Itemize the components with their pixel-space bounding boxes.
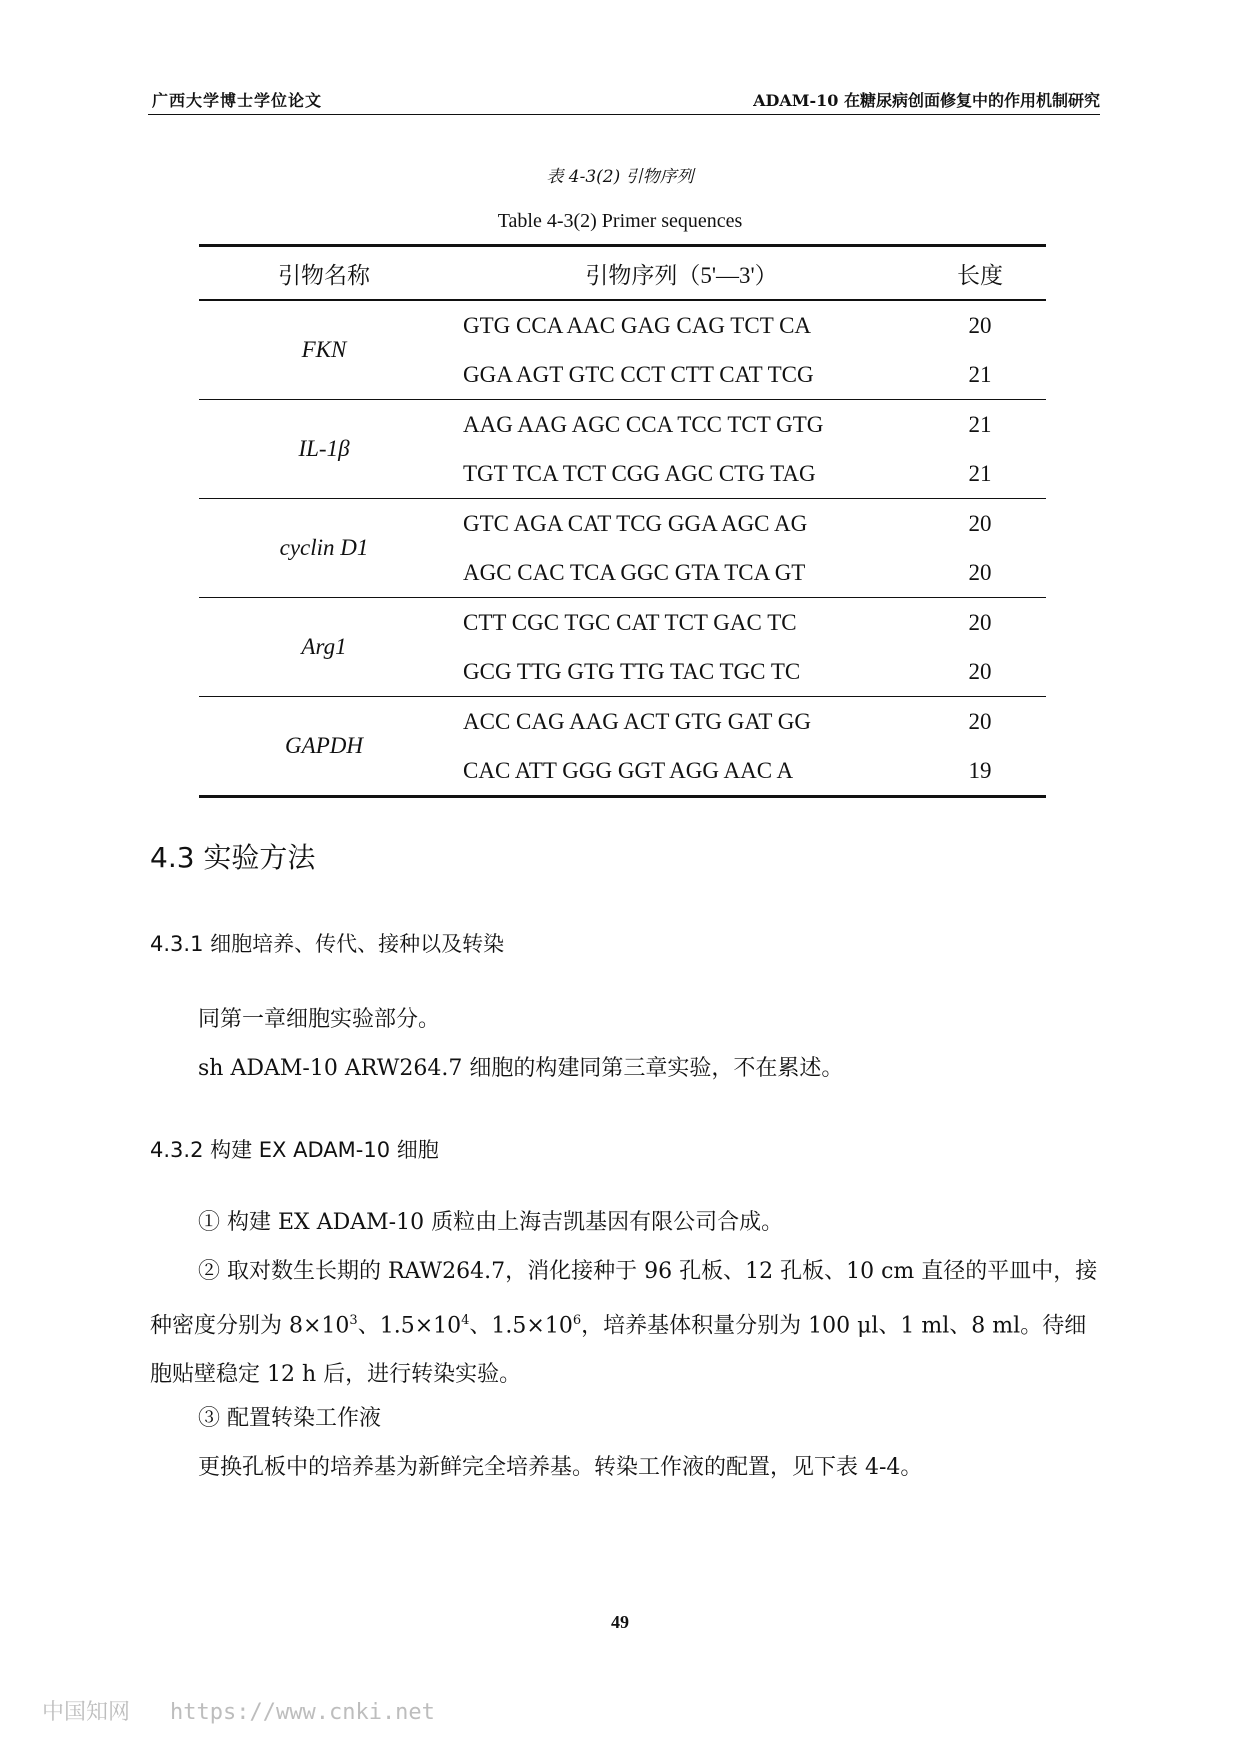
primer-table [199, 244, 1046, 798]
subsection-title-4-3-1: 4.3.1 细胞培养、传代、接种以及转染 [150, 932, 505, 956]
primer-sequence: CAC ATT GGG GGT AGG AAC A [463, 757, 794, 783]
exponent: 4 [461, 1313, 470, 1328]
exponent: 3 [349, 1313, 358, 1328]
gene-name: Arg1 [199, 598, 449, 697]
table-header-row [199, 246, 1046, 301]
section-title: 4.3 实验方法 [150, 841, 316, 874]
watermark [42, 1695, 435, 1726]
primer-length: 20 [968, 510, 992, 536]
watermark-cn: 中国知网 [42, 1700, 131, 1725]
header-rule [148, 114, 1100, 115]
gene-name: FKN [199, 300, 449, 400]
table-caption-en: Table 4-3(2) Primer sequences [497, 210, 743, 232]
step-2 [150, 1247, 1100, 1399]
step-2-text: ，培养基体积量分别为 100 μl、1 ml、8 ml。待细胞贴壁稳定 12 h 后，进行转染实验。 [150, 1313, 1087, 1388]
gene-name: GAPDH [199, 697, 449, 797]
col-header-length: 长度 [914, 246, 1046, 301]
paragraph: 更换孔板中的培养基为新鲜完全培养基。转染工作液的配置，见下表 4-4。 [198, 1455, 923, 1480]
primer-sequence: AAG AAG AGC CCA TCC TCT GTG [463, 411, 824, 437]
exponent: 6 [572, 1313, 582, 1328]
table-row [199, 400, 1046, 450]
gene-name: cyclin D1 [199, 499, 449, 598]
step-2-text: ② 取对数生长期的 RAW264.7，消化接种于 96 孔板、12 孔板、10 cm 直径的平皿中，接种密度分别为 8×10 [150, 1259, 1098, 1339]
primer-length: 19 [914, 746, 1046, 797]
col-header-name: 引物名称 [199, 246, 449, 301]
primer-sequence: GTG CCA AAC GAG CAG TCT CA [463, 312, 812, 338]
primer-length: 20 [968, 708, 992, 734]
gene-name: IL-1β [199, 400, 449, 499]
primer-length: 21 [968, 411, 992, 437]
primer-length: 20 [914, 548, 1046, 598]
table-caption-cn: 表 4-3(2) 引物序列 [546, 167, 694, 187]
page-number: 49 [611, 1612, 629, 1632]
step-2-text: 、1.5×10 [469, 1313, 573, 1339]
primer-sequence: GCG TTG GTG TTG TAC TGC TC [463, 658, 801, 684]
table-row [199, 697, 1046, 747]
primer-length: 20 [968, 312, 992, 338]
primer-sequence: CTT CGC TGC CAT TCT GAC TC [463, 609, 797, 635]
table-row [199, 598, 1046, 648]
primer-sequence: GGA AGT GTC CCT CTT CAT TCG [463, 361, 814, 387]
watermark-url: https://www.cnki.net [170, 1700, 435, 1725]
step-2-text: 、1.5×10 [357, 1313, 462, 1339]
table-row [199, 300, 1046, 350]
primer-length: 21 [914, 350, 1046, 400]
primer-sequence: TGT TCA TCT CGG AGC CTG TAG [463, 460, 816, 486]
primer-length: 20 [968, 609, 992, 635]
primer-sequence: ACC CAG AAG ACT GTG GAT GG [463, 708, 812, 734]
primer-sequence: GTC AGA CAT TCG GGA AGC AG [463, 510, 808, 536]
primer-length: 21 [914, 449, 1046, 499]
primer-length: 20 [914, 647, 1046, 697]
step-3: ③ 配置转染工作液 [198, 1406, 381, 1431]
step-1: ① 构建 EX ADAM-10 质粒由上海吉凯基因有限公司合成。 [198, 1210, 784, 1235]
subsection-title-4-3-2: 4.3.2 构建 EX ADAM-10 细胞 [150, 1138, 439, 1162]
col-header-sequence: 引物序列（5'—3'） [449, 246, 914, 301]
table-row [199, 499, 1046, 549]
paragraph: sh ADAM-10 ARW264.7 细胞的构建同第三章实验，不在累述。 [198, 1056, 844, 1081]
running-header-right: ADAM-10 在糖尿病创面修复中的作用机制研究 [753, 91, 1100, 110]
running-header-left: 广西大学博士学位论文 [152, 91, 323, 110]
primer-sequence: AGC CAC TCA GGC GTA TCA GT [463, 559, 806, 585]
paragraph: 同第一章细胞实验部分。 [198, 1007, 441, 1032]
